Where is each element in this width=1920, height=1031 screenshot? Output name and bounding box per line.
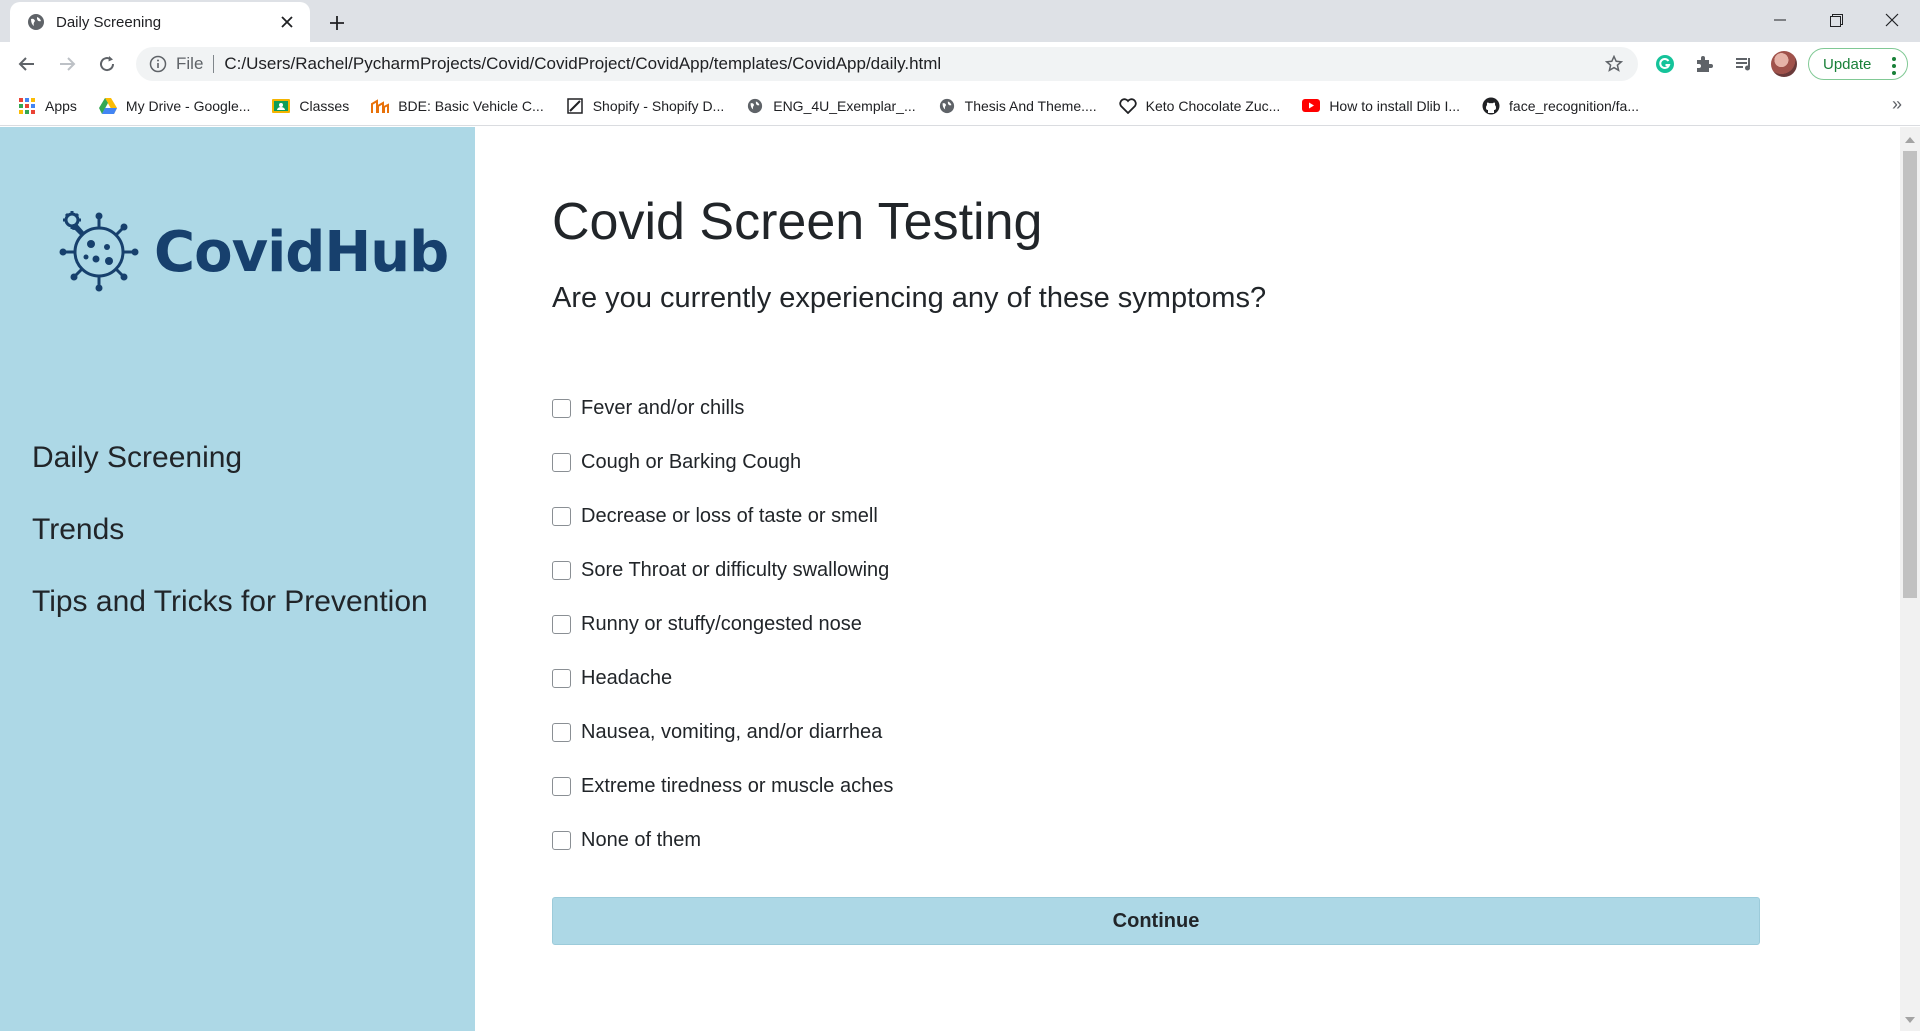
scroll-thumb[interactable] — [1903, 151, 1917, 598]
update-button[interactable] — [1808, 48, 1908, 80]
bookmark-label: Thesis And Theme.... — [964, 97, 1097, 114]
bookmark-face-recognition[interactable] — [1482, 92, 1639, 120]
symptom-option-taste-smell[interactable] — [552, 489, 893, 543]
sidebar-item-daily-screening[interactable]: Daily Screening — [32, 441, 243, 474]
bookmark-bde[interactable] — [371, 92, 544, 120]
classroom-icon — [272, 97, 290, 115]
bookmark-label: Apps — [45, 97, 77, 114]
globe-icon — [938, 97, 956, 115]
sidebar-nav — [32, 422, 428, 638]
option-label[interactable]: None of them — [581, 828, 702, 851]
bookmark-classes[interactable] — [272, 92, 349, 120]
symptom-options — [552, 381, 893, 867]
tab-strip — [0, 0, 1920, 42]
checkbox[interactable] — [552, 831, 571, 850]
back-arrow-icon[interactable] — [12, 49, 42, 79]
bookmarks-overflow-button[interactable]: » — [1891, 94, 1902, 114]
minimize-icon[interactable] — [1752, 0, 1808, 40]
url-text[interactable]: C:/Users/Rachel/PycharmProjects/Covid/CovidProject/CovidApp/templates/CovidApp/daily.html — [224, 54, 942, 73]
option-label[interactable]: Decrease or loss of taste or smell — [581, 504, 878, 527]
option-label[interactable]: Nausea, vomiting, and/or diarrhea — [581, 720, 883, 743]
sidebar-item-trends[interactable]: Trends — [32, 513, 125, 546]
virus-logo-icon — [56, 207, 142, 298]
option-label[interactable]: Runny or stuffy/congested nose — [581, 612, 862, 635]
shopify-icon — [566, 97, 584, 115]
bookmark-thesis[interactable] — [938, 92, 1097, 120]
option-label[interactable]: Headache — [581, 666, 673, 689]
main-content — [475, 127, 1900, 1031]
bookmark-my-drive[interactable] — [99, 92, 250, 120]
bookmark-label: How to install Dlib I... — [1329, 97, 1461, 114]
continue-button[interactable] — [552, 897, 1760, 945]
page-scrollbar[interactable] — [1900, 127, 1920, 1031]
bookmark-dlib[interactable] — [1302, 92, 1460, 120]
bookmark-label: face_recognition/fa... — [1509, 97, 1640, 114]
checkbox[interactable] — [552, 669, 571, 688]
symptom-option-runny-nose[interactable] — [552, 597, 893, 651]
bde-icon — [371, 97, 389, 115]
browser-tab[interactable] — [10, 2, 310, 42]
bookmarks-bar — [0, 86, 1920, 126]
apps-grid-icon — [18, 97, 36, 115]
address-scheme: File — [176, 54, 204, 73]
symptom-option-nausea[interactable] — [552, 705, 893, 759]
symptom-option-none[interactable] — [552, 813, 893, 867]
scroll-down-arrow-icon[interactable] — [1905, 1017, 1915, 1023]
youtube-icon — [1302, 97, 1320, 115]
bookmark-label: Keto Chocolate Zuc... — [1145, 97, 1281, 114]
sidebar — [0, 127, 475, 1031]
scroll-up-arrow-icon[interactable] — [1905, 137, 1915, 143]
checkbox[interactable] — [552, 777, 571, 796]
address-separator — [213, 55, 214, 73]
globe-icon — [26, 12, 46, 32]
close-tab-icon[interactable] — [276, 11, 298, 33]
bookmark-label: ENG_4U_Exemplar_... — [773, 97, 916, 114]
github-icon — [1482, 97, 1500, 115]
continue-label: Continue — [1112, 909, 1200, 932]
option-label[interactable]: Extreme tiredness or muscle aches — [581, 774, 894, 797]
checkbox[interactable] — [552, 453, 571, 472]
bookmark-label: Shopify - Shopify D... — [592, 97, 725, 114]
grammarly-icon[interactable] — [1651, 50, 1679, 78]
checkbox[interactable] — [552, 399, 571, 418]
bookmark-label: BDE: Basic Vehicle C... — [398, 97, 544, 114]
extensions-puzzle-icon[interactable] — [1690, 50, 1718, 78]
profile-avatar[interactable] — [1771, 51, 1797, 77]
new-tab-button[interactable] — [322, 8, 352, 38]
option-label[interactable]: Sore Throat or difficulty swallowing — [581, 558, 890, 581]
symptom-option-headache[interactable] — [552, 651, 893, 705]
forward-arrow-icon[interactable] — [52, 49, 82, 79]
bookmark-label: Classes — [299, 97, 350, 114]
bookmark-apps[interactable] — [18, 92, 77, 120]
symptom-option-fever[interactable] — [552, 381, 893, 435]
option-label[interactable]: Cough or Barking Cough — [581, 450, 802, 473]
heart-icon — [1119, 97, 1137, 115]
checkbox[interactable] — [552, 723, 571, 742]
bookmark-eng-4u[interactable] — [746, 92, 915, 120]
bookmark-shopify[interactable] — [566, 92, 725, 120]
checkbox[interactable] — [552, 615, 571, 634]
window-controls — [1752, 0, 1920, 40]
close-window-icon[interactable] — [1864, 0, 1920, 40]
symptom-option-cough[interactable] — [552, 435, 893, 489]
menu-kebab-icon — [1891, 57, 1897, 75]
browser-toolbar — [0, 42, 1920, 86]
symptoms-question: Are you currently experiencing any of these symptoms? — [552, 282, 1267, 314]
page-title: Covid Screen Testing — [552, 193, 1043, 251]
tab-title: Daily Screening — [56, 13, 162, 31]
address-bar[interactable] — [136, 47, 1638, 81]
symptom-option-sore-throat[interactable] — [552, 543, 893, 597]
bookmark-star-icon[interactable] — [1602, 52, 1626, 76]
brand-logo[interactable] — [56, 207, 448, 298]
reload-icon[interactable] — [92, 49, 122, 79]
google-drive-icon — [99, 97, 117, 115]
brand-name: CovidHub — [154, 220, 449, 285]
checkbox[interactable] — [552, 507, 571, 526]
checkbox[interactable] — [552, 561, 571, 580]
bookmark-label: My Drive - Google... — [125, 97, 251, 114]
media-queue-icon[interactable] — [1730, 50, 1758, 78]
sidebar-item-tips-prevention[interactable]: Tips and Tricks for Prevention — [32, 585, 428, 618]
info-icon[interactable] — [148, 54, 168, 74]
globe-icon — [746, 97, 764, 115]
symptom-option-tiredness[interactable] — [552, 759, 893, 813]
bookmark-keto[interactable] — [1119, 92, 1281, 120]
update-label: Update — [1823, 55, 1872, 73]
option-label[interactable]: Fever and/or chills — [581, 396, 745, 419]
restore-icon[interactable] — [1808, 0, 1864, 40]
